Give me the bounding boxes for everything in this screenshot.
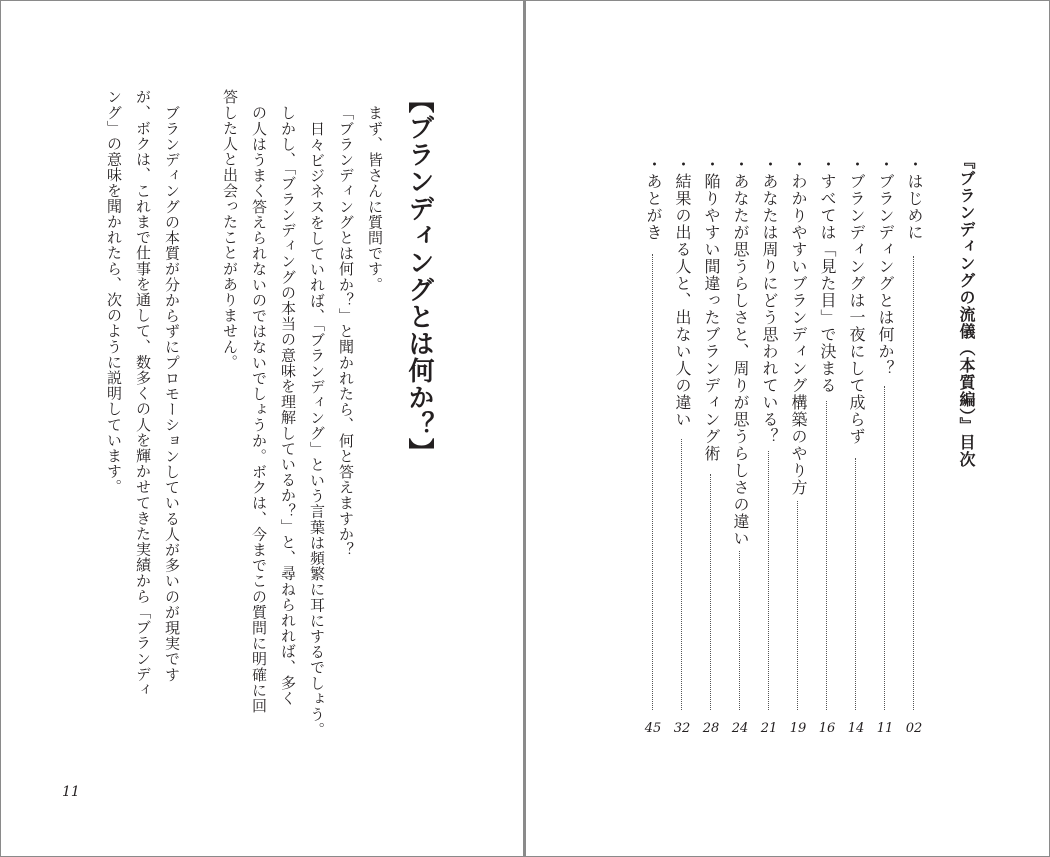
toc-leader-dots	[768, 451, 769, 710]
toc-leader-dots	[681, 439, 682, 710]
toc-item-label: ・わかりやすいブランディング構築のやり方	[789, 156, 808, 496]
toc-leader-dots	[884, 386, 885, 710]
body-line: ング」の意味を聞かれたら、次のように説明しています。	[105, 89, 123, 495]
toc-item-page: 19	[789, 721, 807, 736]
toc-item-page: 02	[905, 721, 923, 736]
toc-item-label: ・はじめに	[905, 156, 924, 241]
toc-item[interactable]	[903, 156, 925, 736]
toc-leader-dots	[739, 551, 740, 710]
body-line: 答した人と出会ったことがありません。	[221, 89, 239, 370]
toc-item-label: ・結果の出る人と、出ない人の違い	[673, 156, 692, 428]
toc-leader-dots	[826, 401, 827, 710]
left-page	[1, 1, 523, 856]
toc-item-page: 11	[876, 721, 894, 736]
toc-item[interactable]	[874, 156, 896, 736]
toc-item[interactable]	[816, 156, 838, 736]
toc-item-page: 28	[702, 721, 720, 736]
body-line: 日々ビジネスをしていれば、「ブランディング」という言葉は頻繁に耳にするでしょう。	[308, 121, 326, 738]
toc-item-label: ・ブランディングとは何か？	[876, 156, 895, 377]
toc-leader-dots	[855, 458, 856, 710]
toc-item-label: ・すべては「見た目」で決まる	[818, 156, 837, 394]
toc-item-label: ・あなたは周りにどう思われている？	[760, 156, 779, 445]
toc-item[interactable]	[758, 156, 780, 736]
toc-leader-dots	[710, 474, 711, 710]
toc-item[interactable]	[671, 156, 693, 736]
toc-item-page: 24	[731, 721, 749, 736]
body-line: 「ブランディングとは何か？」と聞かれたら、何と答えますか？	[337, 105, 355, 558]
page-number: 11	[62, 784, 80, 800]
toc-item-page: 14	[847, 721, 865, 736]
toc-leader-dots	[797, 501, 798, 710]
toc-item-page: 16	[818, 721, 836, 736]
body-line: ブランディングの本質が分からずにプロモーションしている人が多いのが現実です	[163, 105, 181, 683]
toc-leader-dots	[652, 254, 653, 710]
toc-item-page: 21	[760, 721, 778, 736]
body-line: まず、皆さんに質問です。	[366, 105, 384, 293]
toc-item-label: ・あなたが思うらしさと、周りが思うらしさの違い	[731, 156, 750, 547]
body-line: が、ボクは、これまで仕事を通して、数多くの人を輝かせてきた実績から「ブランディ	[134, 89, 152, 698]
toc-item-label: ・あとがき	[644, 156, 663, 241]
toc-item-label: ・ブランディングは一夜にして成らず	[847, 156, 866, 445]
right-page	[526, 1, 1049, 856]
toc-item-page: 32	[673, 721, 691, 736]
body-line: の人はうまく答えられないのではないでしょうか。ボクは、今までこの質問に明確に回	[250, 105, 268, 714]
toc-item[interactable]	[845, 156, 867, 736]
body-line: しかし、「ブランディングの本当の意味を理解しているか？」と、尋ねられれば、多く	[279, 105, 297, 706]
chapter-heading: 【ブランディングとは何か？】	[404, 87, 434, 465]
toc-item[interactable]	[700, 156, 722, 736]
toc-item-page: 45	[644, 721, 662, 736]
toc-item[interactable]	[729, 156, 751, 736]
toc-item[interactable]	[787, 156, 809, 736]
toc-title: 『ブランディングの流儀（本質編）』目次	[957, 153, 976, 468]
toc-leader-dots	[913, 256, 914, 710]
toc-item[interactable]	[642, 156, 664, 736]
toc-item-label: ・陥りやすい間違ったブランディング術	[702, 156, 721, 462]
